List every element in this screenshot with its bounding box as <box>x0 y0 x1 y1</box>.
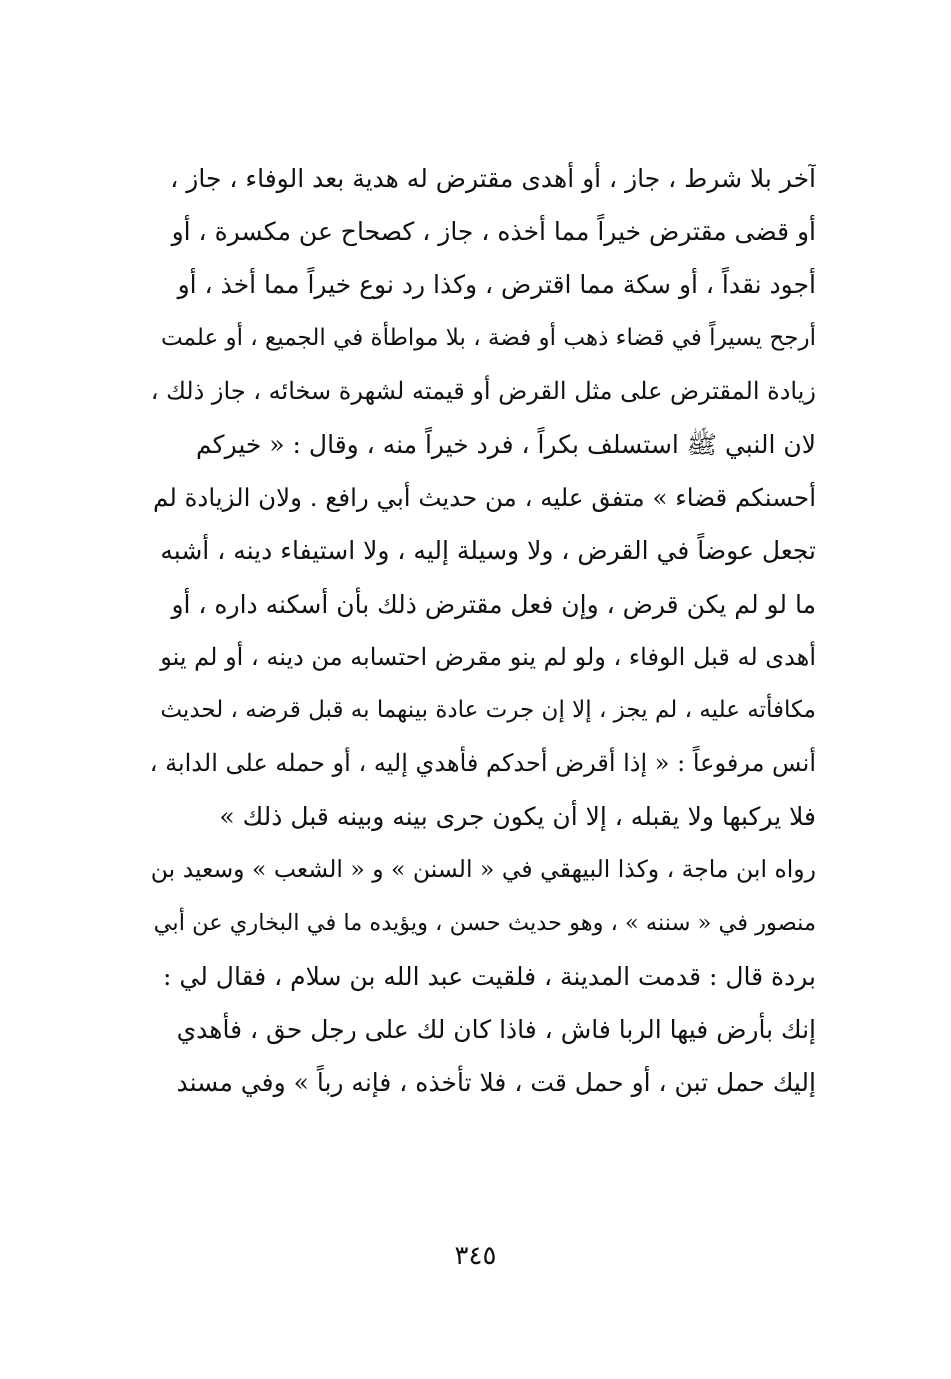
text-line: زيادة المقترض على مثل القرض أو قيمته لشهرة سخائه ، جاز ذلك ، <box>150 376 816 405</box>
text-line: إنك بأرض فيها الربا فاش ، فاذا كان لك على رجل حق ، فأهدي <box>176 1015 816 1044</box>
page-number: ٣٤٥ <box>454 1241 497 1271</box>
text-line: تجعل عوضاً في القرض ، ولا وسيلة إليه ، ولا استيفاء دينه ، أشبه <box>160 536 816 566</box>
text-line: مكافأته عليه ، لم يجز ، إلا إن جرت عادة بينهما به قبل قرضه ، لحديث <box>160 696 816 723</box>
text-line: آخر بلا شرط ، جاز ، أو أهدى مقترض له هدية بعد الوفاء ، جاز ، <box>170 164 816 193</box>
text-line: ما لو لم يكن قرض ، وإن فعل مقترض ذلك بأن أسكنه داره ، أو <box>171 589 816 619</box>
text-line: إليك حمل تبن ، أو حمل قت ، فلا تأخذه ، فإنه رباً » وفي مسند <box>176 1068 816 1098</box>
text-line: أنس مرفوعاً : « إذا أقرض أحدكم فأهدي إليه ، أو حمله على الدابة ، <box>149 749 816 778</box>
text-line: فلا يركبها ولا يقبله ، إلا أن يكون جرى بينه وبينه قبل ذلك » <box>219 802 816 832</box>
text-line: رواه ابن ماجة ، وكذا البيهقي في « السنن » و « الشعب » وسعيد بن <box>150 855 816 884</box>
text-line: أو قضى مقترض خيراً مما أخذه ، جاز ، كصحاح عن مكسرة ، أو <box>171 217 816 247</box>
text-line: لان النبي ﷺ استسلف بكراً ، فرد خيراً منه ، وقال : « خيركم <box>196 429 816 459</box>
text-line: أهدى له قبل الوفاء ، ولو لم ينو مقرض احتسابه من دينه ، أو لم ينو <box>160 642 816 671</box>
text-line: أجود نقداً ، أو سكة مما اقترض ، وكذا رد نوع خيراً مما أخذ ، أو <box>177 270 816 300</box>
body-text <box>148 152 816 1109</box>
text-line: أرجح يسيراً في قضاء ذهب أو فضة ، بلا مواطأة في الجميع ، أو علمت <box>160 324 816 351</box>
text-line: بردة قال : قدمت المدينة ، فلقيت عبد الله بن سلام ، فقال لي : <box>163 961 816 991</box>
text-line: منصور في « سننه » ، وهو حديث حسن ، ويؤيده ما في البخاري عن أبي <box>153 909 816 936</box>
text-line: أحسنكم قضاء » متفق عليه ، من حديث أبي رافع . ولان الزيادة لم <box>153 483 816 513</box>
